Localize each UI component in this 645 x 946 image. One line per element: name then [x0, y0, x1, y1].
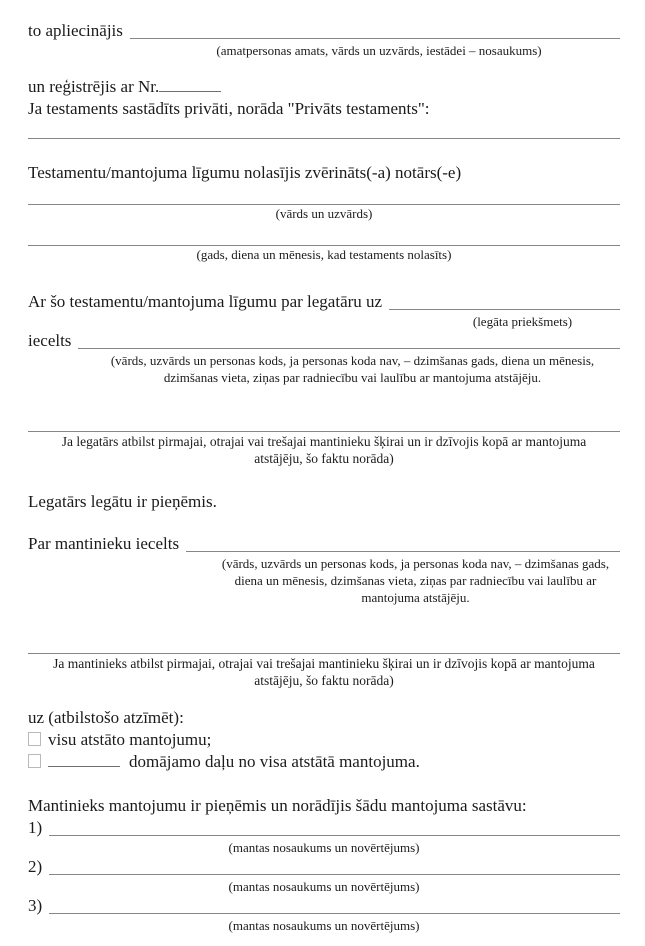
estate-item-1-row: [28, 817, 620, 839]
registration-line: [28, 76, 620, 98]
option-share-row: [28, 751, 620, 773]
legatee-name-field[interactable]: [78, 348, 620, 349]
legacy-subject-caption: (legāta priekšmets): [472, 314, 573, 329]
estate-item-2-field[interactable]: [49, 874, 620, 875]
estate-item-2-number: 2): [28, 857, 43, 876]
estate-item-2-row: [28, 856, 620, 878]
registration-number-field[interactable]: [159, 77, 221, 92]
option-all-label: visu atstāto mantojumu;: [48, 730, 212, 749]
estate-item-3-caption: (mantas nosaukums un novērtējums): [228, 918, 420, 933]
certified-by-label: to apliecinājis: [28, 21, 123, 40]
certified-by-caption: (amatpersonas amats, vārds un uzvārds, iestādei – nosaukums): [216, 43, 542, 58]
legatee-details-caption: (vārds, uzvārds un personas kods, ja personas koda nav, – dzimšanas gads, diena un mēnesis, dzimšanas vieta, ziņas par radniecību vai laulību ar mantojuma atstājēju.: [110, 353, 595, 385]
certified-by-field[interactable]: [130, 38, 620, 39]
legatee-intro-row: [28, 291, 620, 313]
legatee-appointed-label: iecelts: [28, 331, 72, 350]
legatee-appointed-row: [28, 330, 620, 352]
notary-name-caption: (vārds un uzvārds): [275, 206, 373, 221]
heir-appointed-row: [28, 533, 620, 555]
private-testament-note: Ja testaments sastādīts privāti, norāda "Privāts testaments":: [28, 99, 430, 118]
option-all-row: [28, 729, 620, 751]
certified-by-row: [28, 20, 620, 42]
private-testament-field[interactable]: [28, 138, 620, 139]
estate-item-3-row: [28, 895, 620, 917]
option-all-checkbox[interactable]: [28, 732, 41, 746]
heir-note: Ja mantinieks atbilst pirmajai, otrajai vai trešajai mantinieku šķirai un ir dzīvojis kopā ar mantojuma atstājēju, šo faktu norāda): [53, 656, 595, 688]
option-share-label: domājamo daļu no visa atstātā mantojuma.: [129, 752, 420, 771]
option-share-checkbox[interactable]: [28, 754, 41, 768]
estate-item-3-number: 3): [28, 896, 43, 915]
heir-details-caption: (vārds, uzvārds un personas kods, ja personas koda nav, – dzimšanas gads, diena un mēnesis, dzimšanas vieta, ziņas par radniecību vai laulību ar mantojuma atstājēju.: [221, 556, 610, 605]
heir-name-field[interactable]: [186, 551, 620, 552]
notary-read-label: Testamentu/mantojuma līgumu nolasījis zvērināts(-a) notārs(-e): [28, 163, 462, 182]
legacy-subject-field[interactable]: [389, 309, 620, 310]
share-fraction-field[interactable]: [48, 752, 120, 767]
estate-intro-text: Mantinieks mantojumu ir pieņēmis un norādījis šādu mantojuma sastāvu:: [28, 796, 527, 815]
reading-date-caption: (gads, diena un mēnesis, kad testaments nolasīts): [196, 247, 452, 262]
estate-item-2-caption: (mantas nosaukums un novērtējums): [228, 879, 420, 894]
estate-item-1-field[interactable]: [49, 835, 620, 836]
estate-item-1-caption: (mantas nosaukums un novērtējums): [228, 840, 420, 855]
legatee-intro-label: Ar šo testamentu/mantojuma līgumu par legatāru uz: [28, 292, 383, 311]
heir-appointed-label: Par mantinieku iecelts: [28, 534, 180, 553]
legatee-note: Ja legatārs atbilst pirmajai, otrajai vai trešajai mantinieku šķirai un ir dzīvojis kopā ar mantojuma atstājēju, šo faktu norāda): [61, 434, 587, 466]
estate-item-1-number: 1): [28, 818, 43, 837]
mark-option-label: uz (atbilstošo atzīmēt):: [28, 708, 184, 727]
legatee-accepted-text: Legatārs legātu ir pieņēmis.: [28, 492, 217, 511]
registered-nr-label: un reģistrējis ar Nr.: [28, 77, 160, 96]
estate-item-3-field[interactable]: [49, 913, 620, 914]
